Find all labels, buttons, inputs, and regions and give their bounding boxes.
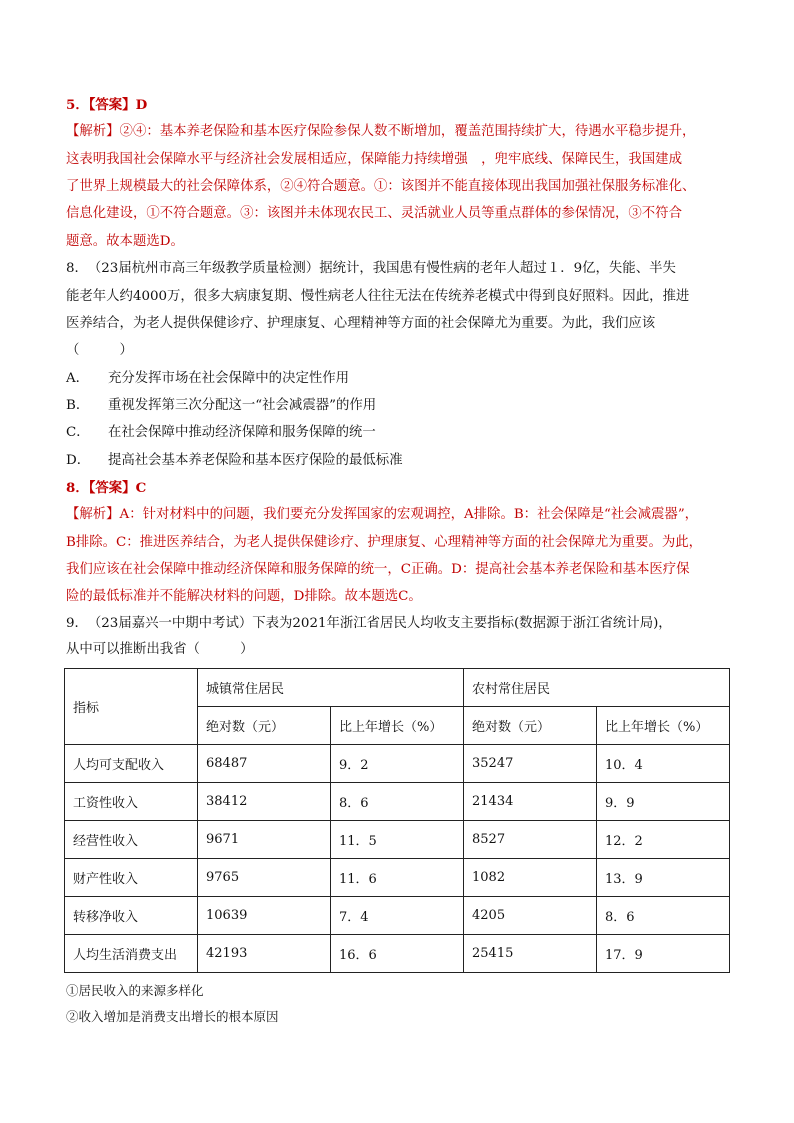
table-corner-header: 指标 (65, 669, 198, 745)
option-text: 充分发挥市场在社会保障中的决定性作用 (108, 371, 350, 386)
rural-growth-cell: 8．6 (597, 897, 730, 935)
urban-abs-cell: 10639 (198, 897, 331, 935)
q8-option-c (66, 423, 376, 443)
q8-stem-line: 能老年人约4000万，很多大病康复期、慢性病老人往往无法在传统养老模式中得到良好照料。因此，推进 (66, 289, 690, 304)
q9-statement-1: ①居民收入的来源多样化 (66, 983, 204, 998)
row-label: 人均可支配收入 (65, 745, 198, 783)
q5-analysis-line: 信息化建设，①不符合题意。③：该图并未体现农民工、灵活就业人员等重点群体的参保情况，③不符合 (66, 206, 682, 221)
q8-analysis-line: B排除。C：推进医养结合，为老人提供保健诊疗、护理康复、心理精神等方面的社会保障尤为重要。为此， (66, 535, 703, 550)
rural-abs-cell: 25415 (464, 935, 597, 973)
rural-abs-cell: 21434 (464, 783, 597, 821)
urban-abs-cell: 9765 (198, 859, 331, 897)
q5-answer: 5．【答案】D (66, 97, 148, 113)
q8-analysis-line: 我们应该在社会保障中推动经济保障和服务保障的统一，C正确。D：提高社会基本养老保险和基本医疗保 (66, 562, 690, 577)
option-letter: A． (66, 371, 90, 386)
table-row (65, 935, 730, 973)
table-row (65, 783, 730, 821)
q5-analysis-line: 题意。故本题选D。 (66, 234, 184, 249)
option-letter: D． (66, 453, 91, 468)
rural-growth-header: 比上年增长（%） (597, 707, 730, 745)
urban-abs-cell: 9671 (198, 821, 331, 859)
rural-group-header: 农村常住居民 (464, 669, 730, 707)
urban-growth-cell: 16．6 (331, 935, 464, 973)
q5-analysis-line: 【解析】②④：基本养老保险和基本医疗保险参保人数不断增加，覆盖范围持续扩大，待遇水平稳步提升， (66, 124, 696, 139)
q8-option-a (66, 369, 349, 389)
urban-abs-cell: 38412 (198, 783, 331, 821)
urban-growth-cell: 8．6 (331, 783, 464, 821)
q8-analysis-line: 【解析】A：针对材料中的问题，我们要充分发挥国家的宏观调控，A排除。B：社会保障是“社会减震器”， (66, 507, 699, 522)
rural-growth-cell: 12．2 (597, 821, 730, 859)
urban-abs-header: 绝对数（元） (198, 707, 331, 745)
rural-growth-cell: 17．9 (597, 935, 730, 973)
rural-growth-cell: 10．4 (597, 745, 730, 783)
rural-growth-cell: 9．9 (597, 783, 730, 821)
rural-abs-cell: 35247 (464, 745, 597, 783)
table-row (65, 821, 730, 859)
option-letter: B． (66, 398, 90, 413)
row-label: 财产性收入 (65, 859, 198, 897)
row-label: 工资性收入 (65, 783, 198, 821)
option-text: 提高社会基本养老保险和基本医疗保险的最低标准 (108, 453, 403, 468)
urban-abs-cell: 42193 (198, 935, 331, 973)
urban-abs-cell: 68487 (198, 745, 331, 783)
urban-growth-header: 比上年增长（%） (331, 707, 464, 745)
option-text: 在社会保障中推动经济保障和服务保障的统一 (108, 425, 376, 440)
rural-abs-cell: 4205 (464, 897, 597, 935)
option-text: 重视发挥第三次分配这一“社会减震器”的作用 (108, 398, 377, 413)
q8-analysis-line: 险的最低标准并不能解决材料的问题，D排除。故本题选C。 (66, 589, 422, 604)
table-row (65, 859, 730, 897)
row-label: 转移净收入 (65, 897, 198, 935)
rural-abs-cell: 1082 (464, 859, 597, 897)
rural-abs-cell: 8527 (464, 821, 597, 859)
rural-growth-cell: 13．9 (597, 859, 730, 897)
urban-group-header: 城镇常住居民 (198, 669, 464, 707)
q8-stem-line: 8． （23届杭州市高三年级教学质量检测）据统计，我国患有慢性病的老年人超过１．9亿，失能、半失 (66, 261, 676, 276)
row-label: 人均生活消费支出 (65, 935, 198, 973)
q5-analysis-line: 了世界上规模最大的社会保障体系，②④符合题意。①：该图并不能直接体现出我国加强社保服务标准化、 (66, 179, 696, 194)
q8-stem-line: （ ） (66, 343, 133, 358)
urban-growth-cell: 11．6 (331, 859, 464, 897)
q9-statement-2: ②收入增加是消费支出增长的根本原因 (66, 1009, 279, 1024)
q9-stem-line: 从中可以推断出我省（ ） (66, 642, 254, 657)
table-row (65, 897, 730, 935)
option-letter: C． (66, 425, 90, 440)
q8-option-d (66, 451, 403, 471)
q8-answer: 8．【答案】C (66, 480, 147, 496)
urban-growth-cell: 11．5 (331, 821, 464, 859)
q9-stem-line: 9． （23届嘉兴一中期中考试）下表为2021年浙江省居民人均收支主要指标(数据源于浙江省统计局)， (66, 616, 672, 631)
row-label: 经营性收入 (65, 821, 198, 859)
urban-growth-cell: 7．4 (331, 897, 464, 935)
table-row (65, 745, 730, 783)
urban-growth-cell: 9．2 (331, 745, 464, 783)
q8-option-b (66, 396, 376, 416)
rural-abs-header: 绝对数（元） (464, 707, 597, 745)
q8-stem-line: 医养结合，为老人提供保健诊疗、护理康复、心理精神等方面的社会保障尤为重要。为此，我们应该 (66, 316, 656, 331)
income-indicator-table (64, 668, 730, 973)
q5-analysis-line: 这表明我国社会保障水平与经济社会发展相适应，保障能力持续增强 ，兜牢底线、保障民生，我国建成 (66, 152, 682, 167)
